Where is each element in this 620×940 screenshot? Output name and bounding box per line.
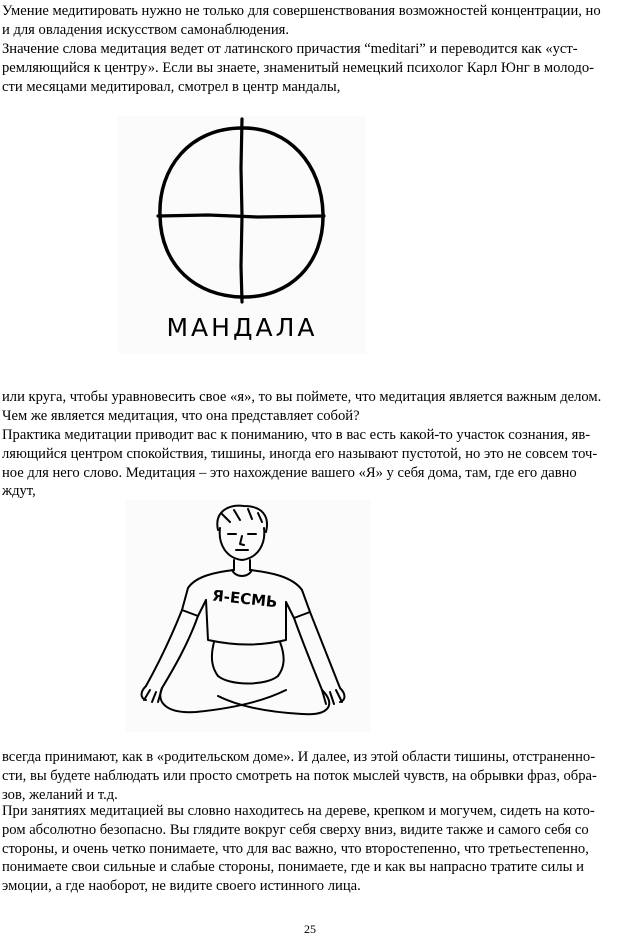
- paragraph-3: или круга, чтобы уравновесить свое «я», то вы поймете, что медитация является важным делом. Чем же является медитация, что она представляет собой?: [2, 389, 602, 424]
- mandala-horizontal-line: [158, 215, 324, 217]
- left-sleeve: [182, 588, 206, 616]
- mandala-vertical-line: [241, 119, 242, 302]
- left-leg: [160, 688, 286, 712]
- waist: [212, 642, 284, 676]
- left-shoulder: [188, 570, 234, 588]
- right-arm-inner: [294, 618, 322, 690]
- lap-line: [218, 676, 278, 684]
- left-arm-outer: [146, 610, 182, 686]
- meditator-illustration: [126, 500, 370, 732]
- mandala-caption: МАНДАЛА: [166, 313, 318, 342]
- shirt-collar: [232, 570, 252, 576]
- mandala-illustration: [118, 116, 366, 354]
- neck: [234, 560, 250, 570]
- paragraph-5: всегда принимают, как в «родительском доме». И далее, из этой области тишины, отстраненно- сти, вы будете наблюдать или просто смотреть на поток мыслей чувств, на обрывки фраз, обра- зов, желаний и т.д.: [2, 749, 597, 803]
- left-arm-inner: [162, 616, 198, 688]
- paragraph-1: Умение медитировать нужно не только для совершенствования возможностей концентрации, но и для овладения искусством самонаблюдения.: [2, 3, 601, 38]
- paragraph-2: Значение слова медитация ведет от латинского причастия “meditari” и переводится как «уст- ремляющийся к центру». Если вы знаете, знаменитый немецкий психолог Карл Юнг в молодо- сти месяцами медитировал, смотрел в центр мандалы,: [2, 41, 594, 95]
- right-arm-outer: [310, 612, 340, 688]
- paragraph-4: Практика медитации приводит вас к пониманию, что в вас есть какой-то участок сознания, яв- ляющийся центром спокойствия, тишины, иногда его называют пустотой, но это не совсем точ- ное для него слово. Медитация – это нахождение вашего «Я» у себя дома, там, где его давно ждут,: [2, 427, 598, 500]
- page-number: 25: [304, 922, 316, 936]
- left-hand: [142, 686, 163, 702]
- right-hand: [322, 688, 345, 704]
- right-leg: [218, 690, 329, 714]
- shirt-text: Я-ЕСМЬ: [211, 586, 279, 612]
- meditator-drawing: [126, 500, 370, 732]
- paragraph-6: При занятиях медитацией вы словно находитесь на дереве, крепком и могучем, сидеть на кото- ром абсолютно безопасно. Вы глядите вокруг себя сверху вниз, видите также и самого себя со стороны, и очень четко понимаете, что для вас важно, что второстепенно, что третьестепенно, понимаете свои сильные и слабые стороны, понимаете, где и как вы напрасно тратите силы и эмоции, а где наоборот, не видите своего истинного лица.: [2, 803, 595, 895]
- hair-strokes: [222, 509, 262, 522]
- right-sleeve: [286, 590, 310, 618]
- right-shoulder: [250, 570, 302, 590]
- nose: [240, 536, 244, 545]
